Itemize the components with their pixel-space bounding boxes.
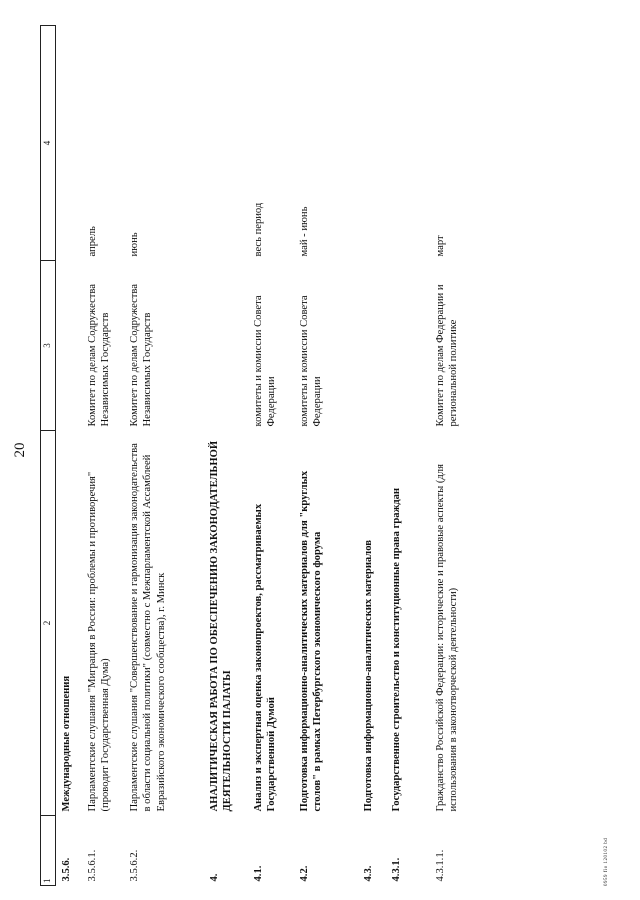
row-responsible: комитеты и комиссии Совета Федерации [298, 295, 324, 427]
row-title: Международные отношения [61, 675, 72, 812]
row-title: Парламентские слушания "Совершенствование и гармонизация законодательства в области социальной политики" (совместно с Межпарламентской Ассамблеей Евразийского экономического сообщества), г. Минск [128, 443, 167, 812]
page-number: 20 [12, 442, 28, 458]
plan-table [40, 25, 474, 886]
table-row [124, 26, 204, 886]
table-row [82, 26, 124, 886]
row-title: Подготовка информационно-аналитических материалов для "круглых столов" в рамках Петербургского экономического форума [298, 470, 324, 812]
row-number: 4.3.1.1. [434, 849, 446, 882]
row-title: АНАЛИТИЧЕСКАЯ РАБОТА ПО ОБЕСПЕЧЕНИЮ ЗАКОНОДАТЕЛЬНОЙ ДЕЯТЕЛЬНОСТИ ПАЛАТЫ [208, 440, 234, 812]
row-number: 3.5.6.2. [128, 849, 140, 882]
row-term: апрель [86, 226, 98, 257]
row-responsible: Комитет по делам Содружества Независимых Государств [128, 284, 154, 427]
row-responsible [56, 261, 82, 431]
row-number: 4.3.1. [390, 857, 402, 882]
table-row [204, 26, 248, 886]
column-header-1: 1 [41, 816, 56, 886]
row-title: Государственное строительство и конституционные права граждан [390, 487, 402, 812]
row-title: Подготовка информационно-аналитических материалов [362, 539, 374, 812]
row-number: 4.1. [252, 865, 264, 882]
table-row [358, 26, 386, 886]
row-responsible: Комитет по делам Федерации и региональной политике [434, 284, 460, 427]
row-title: Гражданство Российской Федерации: исторические и правовые аспекты (для использования в законотворческой деятельности) [434, 464, 460, 812]
document-code: 0959 fio 120102 bd [604, 837, 609, 886]
row-responsible [386, 261, 430, 431]
row-number: 3.5.6. [61, 857, 72, 882]
table-row [248, 26, 294, 886]
row-responsible [358, 261, 386, 431]
row-number: 4.2. [298, 865, 310, 882]
row-title: Парламентские слушания "Миграция в России: проблемы и противоречия" (проводит Государственная Дума) [86, 471, 112, 812]
column-header-3: 3 [41, 261, 56, 431]
row-term [56, 26, 82, 261]
row-term: весь период [252, 202, 264, 257]
row-title: Анализ и экспертная оценка законопроектов, рассматриваемых Государственной Думой [252, 503, 278, 812]
row-term: июнь [128, 232, 140, 257]
row-responsible [204, 261, 248, 431]
row-term [358, 26, 386, 261]
column-header-4: 4 [41, 26, 56, 261]
table-row [386, 26, 430, 886]
row-number: 3.5.6.1. [86, 849, 98, 882]
table-row [56, 26, 82, 886]
column-header-2: 2 [41, 431, 56, 816]
table-row [430, 26, 474, 886]
row-term [204, 26, 248, 261]
row-number: 4. [208, 873, 220, 882]
row-responsible: комитеты и комиссии Совета Федерации [252, 295, 278, 427]
row-term [386, 26, 430, 261]
row-responsible: Комитет по делам Содружества Независимых Государств [86, 284, 112, 427]
row-term: май - июнь [298, 206, 310, 257]
row-number: 4.3. [362, 865, 374, 882]
column-header-row [41, 26, 56, 886]
row-term: март [434, 235, 446, 257]
table-row [294, 26, 358, 886]
